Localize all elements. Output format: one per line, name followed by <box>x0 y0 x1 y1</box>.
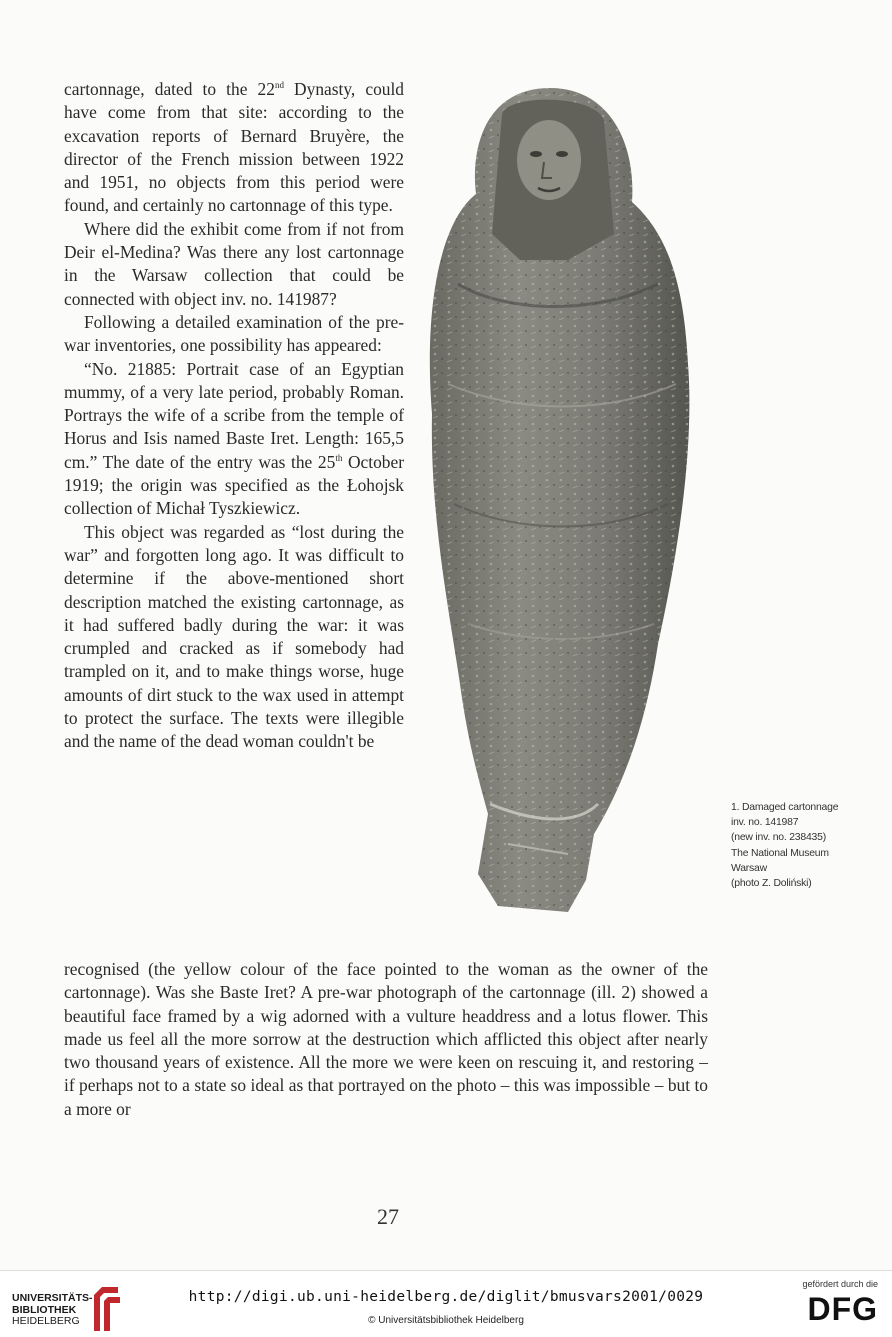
caption-line: Warsaw <box>731 862 767 874</box>
sponsor-label: gefördert durch die <box>802 1279 878 1289</box>
caption-line: 1. Damaged cartonnage <box>731 802 839 813</box>
paragraph-3: Following a detailed examination of the pre-war inventories, one possibility has appeared: <box>64 311 404 356</box>
paragraph-4: “No. 21885: Portrait case of an Egyptian mummy, of a very late period, probably Roman. Portrays the wife of a scribe from the temple of Horus and Isis named Baste Iret. Length: 165,5 cm.” The date of the entry was the 25th October 1919; the origin was specified as the Łohojsk collection of Michał Tyszkiewicz. <box>64 358 405 519</box>
caption-line: (photo Z. Doliński) <box>731 878 812 890</box>
caption-line: (new inv. no. 238435) <box>731 832 826 844</box>
copyright-notice: © Universitätsbibliothek Heidelberg <box>368 1315 524 1326</box>
dfg-logo: DFG <box>807 1291 878 1327</box>
page-number: 27 <box>377 1204 399 1229</box>
figure-caption <box>731 800 871 891</box>
caption-line: inv. no. 141987 <box>731 817 799 829</box>
paragraph-6: recognised (the yellow colour of the face pointed to the woman as the owner of the cartonnage). Was she Baste Iret? A pre-war photograph of the cartonnage (ill. 2) showed a beautiful face framed by a wig adorned with a vulture headdress and a lotus flower. This made us feel all the more sorrow at the destruction which afflicted this object after nearly two thousand years of existence. All the more we were keen on rescuing it, and restoring – if perhaps not to a state so ideal as that portrayed on the photo – this was impossible – but to a more or <box>64 959 708 1119</box>
caption-line: The National Museum <box>731 847 829 859</box>
footer-bar <box>0 1270 892 1337</box>
cartonnage-photo <box>418 84 698 914</box>
source-url-link[interactable]: http://digi.ub.uni-heidelberg.de/diglit/bmusvars2001/0029 <box>188 1289 704 1305</box>
paragraph-2: Where did the exhibit come from if not from Deir el-Medina? Was there any lost cartonnage in the Warsaw collection that could be connected with object inv. no. 141987? <box>64 218 404 309</box>
body-text-column <box>64 78 404 754</box>
mummy-face <box>517 120 581 200</box>
body-text-wide <box>64 958 708 1121</box>
paragraph-5: This object was regarded as “lost during the war” and forgotten long ago. It was difficult to determine if the above-mentioned short description matched the existing cartonnage, as it had suffered badly during the war: it was crumpled and cracked as if somebody had trampled on it, and to make things worse, huge amounts of dirt stuck to the wax used in attempt to protect the surface. The texts were illegible and the name of the dead woman couldn't be <box>64 521 404 752</box>
paragraph-1: cartonnage, dated to the 22nd Dynasty, could have come from that site: according to the excavation reports of Bernard Bruyère, the director of the French mission between 1922 and 1951, no objects from this period were found, and certainly no cartonnage of this type. <box>64 79 404 216</box>
library-logo-text: UNIVERSITÄTS- BIBLIOTHEK HEIDELBERG <box>12 1292 93 1327</box>
